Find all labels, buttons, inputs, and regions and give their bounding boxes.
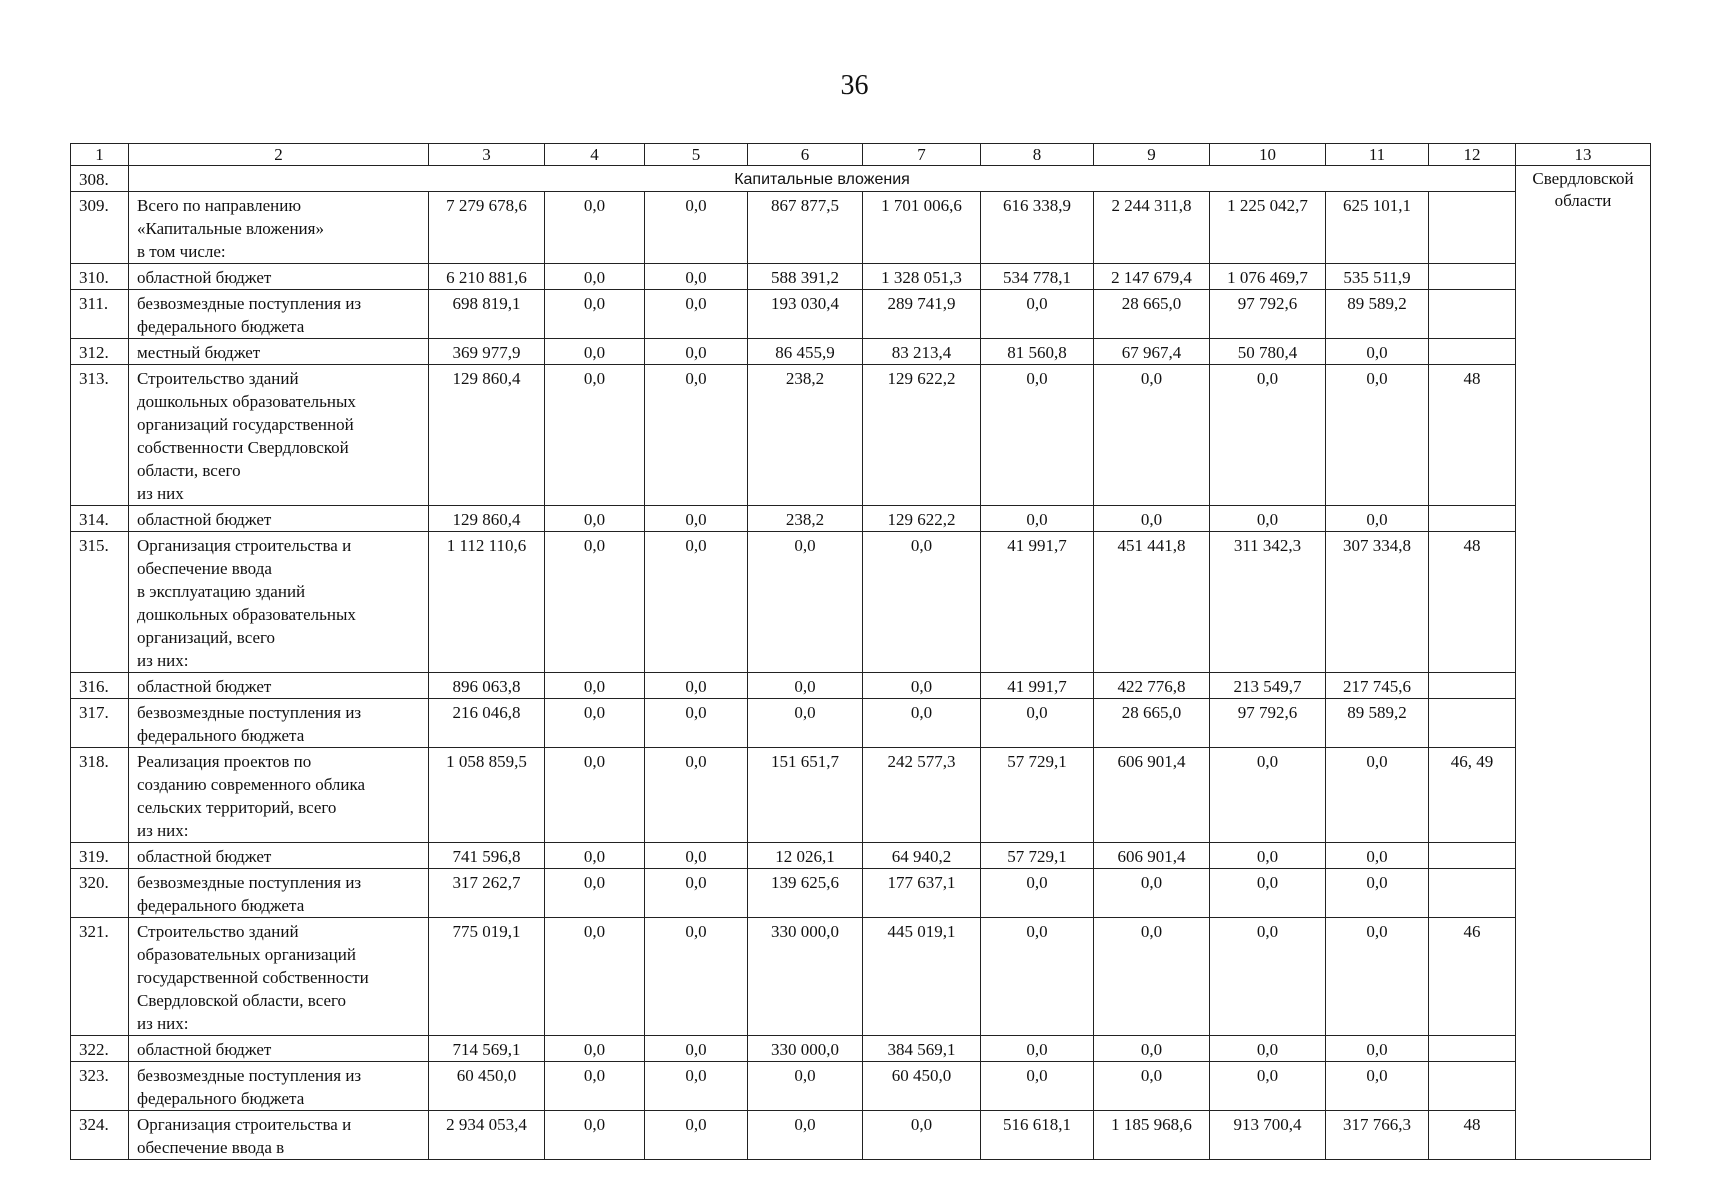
table-row [71,869,1651,918]
value-cell: 0,0 [545,869,645,918]
description-line: Реализация проектов по [137,752,312,771]
value-cell: 0,0 [981,365,1094,506]
description-line: из них [137,484,184,503]
value-cell: 0,0 [645,365,748,506]
reference-cell [1429,1036,1516,1062]
region-line: Свердловской [1532,169,1634,188]
value-cell: 606 901,4 [1094,748,1210,843]
value-cell: 0,0 [645,506,748,532]
value-cell: 1 701 006,6 [863,192,981,264]
row-number: 309. [71,192,129,264]
value-cell: 616 338,9 [981,192,1094,264]
value-cell: 741 596,8 [429,843,545,869]
description-line: Организация строительства и [137,536,352,555]
value-cell: 129 622,2 [863,365,981,506]
value-cell: 0,0 [545,699,645,748]
reference-cell [1429,264,1516,290]
row-description [129,748,429,843]
value-cell: 0,0 [863,532,981,673]
value-cell: 422 776,8 [1094,673,1210,699]
column-number-cell: 6 [748,144,863,166]
row-number: 321. [71,918,129,1036]
section-title: Капитальные вложения [129,166,1516,192]
value-cell: 0,0 [748,1111,863,1160]
value-cell: 2 244 311,8 [1094,192,1210,264]
value-cell: 0,0 [1326,869,1429,918]
row-description [129,1062,429,1111]
description-line: областной бюджет [137,1040,272,1059]
value-cell: 714 569,1 [429,1036,545,1062]
column-number-cell: 5 [645,144,748,166]
reference-cell [1429,339,1516,365]
value-cell: 913 700,4 [1210,1111,1326,1160]
value-cell: 0,0 [863,699,981,748]
value-cell: 28 665,0 [1094,699,1210,748]
row-number: 317. [71,699,129,748]
value-cell: 0,0 [863,673,981,699]
value-cell: 67 967,4 [1094,339,1210,365]
value-cell: 0,0 [545,290,645,339]
description-line: созданию современного облика [137,775,366,794]
table-row [71,264,1651,290]
value-cell: 0,0 [748,1062,863,1111]
row-description [129,339,429,365]
description-line: Свердловской области, всего [137,991,347,1010]
description-line: местный бюджет [137,343,261,362]
value-cell: 330 000,0 [748,1036,863,1062]
table-row [71,843,1651,869]
value-cell: 588 391,2 [748,264,863,290]
description-line: безвозмездные поступления из [137,703,362,722]
value-cell: 445 019,1 [863,918,981,1036]
value-cell: 217 745,6 [1326,673,1429,699]
table-row [71,1111,1651,1160]
value-cell: 0,0 [981,1036,1094,1062]
value-cell: 50 780,4 [1210,339,1326,365]
reference-cell [1429,869,1516,918]
value-cell: 0,0 [1094,365,1210,506]
description-line: федерального бюджета [137,896,305,915]
description-line: из них: [137,1014,189,1033]
value-cell: 238,2 [748,365,863,506]
reference-cell [1429,673,1516,699]
value-cell: 384 569,1 [863,1036,981,1062]
value-cell: 97 792,6 [1210,290,1326,339]
column-number-cell: 13 [1516,144,1651,166]
description-line: областной бюджет [137,847,272,866]
value-cell: 289 741,9 [863,290,981,339]
reference-cell [1429,290,1516,339]
value-cell: 0,0 [981,1062,1094,1111]
value-cell: 0,0 [1210,843,1326,869]
description-line: федерального бюджета [137,726,305,745]
section-row [71,166,1651,192]
value-cell: 0,0 [645,748,748,843]
value-cell: 139 625,6 [748,869,863,918]
row-number: 315. [71,532,129,673]
value-cell: 60 450,0 [429,1062,545,1111]
value-cell: 0,0 [545,1111,645,1160]
value-cell: 0,0 [1210,1036,1326,1062]
reference-cell [1429,506,1516,532]
value-cell: 0,0 [645,1111,748,1160]
value-cell: 451 441,8 [1094,532,1210,673]
reference-cell: 48 [1429,532,1516,673]
value-cell: 0,0 [645,699,748,748]
value-cell: 0,0 [645,264,748,290]
description-line: собственности Свердловской [137,438,349,457]
value-cell: 7 279 678,6 [429,192,545,264]
value-cell: 0,0 [645,532,748,673]
value-cell: 193 030,4 [748,290,863,339]
value-cell: 83 213,4 [863,339,981,365]
row-description [129,365,429,506]
row-description [129,532,429,673]
value-cell: 151 651,7 [748,748,863,843]
description-line: Строительство зданий [137,369,299,388]
reference-cell: 48 [1429,1111,1516,1160]
column-number-cell: 8 [981,144,1094,166]
value-cell: 41 991,7 [981,532,1094,673]
value-cell: 2 934 053,4 [429,1111,545,1160]
value-cell: 213 549,7 [1210,673,1326,699]
reference-cell: 46, 49 [1429,748,1516,843]
value-cell: 0,0 [645,673,748,699]
value-cell: 0,0 [645,918,748,1036]
value-cell: 896 063,8 [429,673,545,699]
value-cell: 0,0 [545,264,645,290]
reference-cell [1429,1062,1516,1111]
row-number: 308. [71,166,129,192]
row-description [129,918,429,1036]
value-cell: 242 577,3 [863,748,981,843]
value-cell: 0,0 [1210,918,1326,1036]
row-description [129,843,429,869]
table-row [71,1062,1651,1111]
value-cell: 1 328 051,3 [863,264,981,290]
value-cell: 535 511,9 [1326,264,1429,290]
description-line: Строительство зданий [137,922,299,941]
column-number-row [71,144,1651,166]
value-cell: 0,0 [1094,1036,1210,1062]
value-cell: 0,0 [863,1111,981,1160]
column-number-cell: 3 [429,144,545,166]
column-number-cell: 2 [129,144,429,166]
column-number-cell: 4 [545,144,645,166]
value-cell: 177 637,1 [863,869,981,918]
value-cell: 0,0 [748,699,863,748]
value-cell: 64 940,2 [863,843,981,869]
row-description [129,869,429,918]
value-cell: 0,0 [645,290,748,339]
description-line: обеспечение ввода в [137,1138,285,1157]
value-cell: 698 819,1 [429,290,545,339]
description-line: сельских территорий, всего [137,798,337,817]
value-cell: 0,0 [1326,918,1429,1036]
value-cell: 0,0 [1326,1036,1429,1062]
value-cell: 0,0 [545,1062,645,1111]
description-line: Организация строительства и [137,1115,352,1134]
table-row [71,532,1651,673]
description-line: Всего по направлению [137,196,302,215]
table-row [71,673,1651,699]
value-cell: 57 729,1 [981,843,1094,869]
row-number: 311. [71,290,129,339]
value-cell: 0,0 [1210,506,1326,532]
description-line: безвозмездные поступления из [137,873,362,892]
value-cell: 1 112 110,6 [429,532,545,673]
description-line: «Капитальные вложения» [137,219,324,238]
row-description [129,1111,429,1160]
description-line: дошкольных образовательных [137,392,356,411]
value-cell: 0,0 [1326,506,1429,532]
table-row [71,192,1651,264]
value-cell: 0,0 [981,699,1094,748]
value-cell: 0,0 [545,918,645,1036]
value-cell: 60 450,0 [863,1062,981,1111]
row-description [129,192,429,264]
value-cell: 625 101,1 [1326,192,1429,264]
description-line: в эксплуатацию зданий [137,582,306,601]
value-cell: 0,0 [1210,1062,1326,1111]
value-cell: 330 000,0 [748,918,863,1036]
value-cell: 12 026,1 [748,843,863,869]
description-line: организаций, всего [137,628,276,647]
value-cell: 0,0 [645,1062,748,1111]
value-cell: 0,0 [1326,1062,1429,1111]
value-cell: 89 589,2 [1326,699,1429,748]
description-line: в том числе: [137,242,226,261]
value-cell: 0,0 [1326,339,1429,365]
value-cell: 0,0 [645,192,748,264]
value-cell: 0,0 [545,532,645,673]
value-cell: 867 877,5 [748,192,863,264]
value-cell: 216 046,8 [429,699,545,748]
reference-cell: 46 [1429,918,1516,1036]
description-line: из них: [137,651,189,670]
value-cell: 0,0 [981,506,1094,532]
reference-cell [1429,192,1516,264]
value-cell: 0,0 [1094,869,1210,918]
table-row [71,1036,1651,1062]
row-number: 313. [71,365,129,506]
value-cell: 86 455,9 [748,339,863,365]
region-cell [1516,166,1651,1160]
row-description [129,699,429,748]
value-cell: 0,0 [748,673,863,699]
description-line: безвозмездные поступления из [137,1066,362,1085]
value-cell: 57 729,1 [981,748,1094,843]
value-cell: 1 076 469,7 [1210,264,1326,290]
row-description [129,673,429,699]
description-line: безвозмездные поступления из [137,294,362,313]
row-description [129,264,429,290]
value-cell: 0,0 [545,365,645,506]
reference-cell: 48 [1429,365,1516,506]
value-cell: 129 860,4 [429,506,545,532]
value-cell: 1 225 042,7 [1210,192,1326,264]
value-cell: 28 665,0 [1094,290,1210,339]
value-cell: 534 778,1 [981,264,1094,290]
value-cell: 129 860,4 [429,365,545,506]
region-line: области [1554,191,1612,210]
value-cell: 0,0 [645,869,748,918]
description-line: дошкольных образовательных [137,605,356,624]
value-cell: 0,0 [1326,748,1429,843]
value-cell: 6 210 881,6 [429,264,545,290]
description-line: областной бюджет [137,510,272,529]
value-cell: 1 185 968,6 [1094,1111,1210,1160]
table-row [71,339,1651,365]
row-number: 324. [71,1111,129,1160]
reference-cell [1429,843,1516,869]
value-cell: 775 019,1 [429,918,545,1036]
page-number: 36 [840,70,869,101]
value-cell: 0,0 [981,918,1094,1036]
column-number-cell: 1 [71,144,129,166]
value-cell: 0,0 [545,673,645,699]
value-cell: 81 560,8 [981,339,1094,365]
column-number-cell: 11 [1326,144,1429,166]
description-line: федерального бюджета [137,1089,305,1108]
row-description [129,290,429,339]
row-number: 310. [71,264,129,290]
value-cell: 0,0 [981,290,1094,339]
column-number-cell: 12 [1429,144,1516,166]
value-cell: 0,0 [1326,843,1429,869]
description-line: областной бюджет [137,268,272,287]
value-cell: 307 334,8 [1326,532,1429,673]
value-cell: 97 792,6 [1210,699,1326,748]
description-line: обеспечение ввода [137,559,272,578]
value-cell: 0,0 [1094,918,1210,1036]
row-number: 319. [71,843,129,869]
reference-cell [1429,699,1516,748]
value-cell: 0,0 [545,506,645,532]
row-number: 314. [71,506,129,532]
row-number: 320. [71,869,129,918]
description-line: образовательных организаций [137,945,356,964]
value-cell: 311 342,3 [1210,532,1326,673]
description-line: федерального бюджета [137,317,305,336]
value-cell: 516 618,1 [981,1111,1094,1160]
value-cell: 0,0 [748,532,863,673]
value-cell: 1 058 859,5 [429,748,545,843]
value-cell: 0,0 [545,843,645,869]
table-row [71,290,1651,339]
column-number-cell: 10 [1210,144,1326,166]
value-cell: 129 622,2 [863,506,981,532]
table-row [71,748,1651,843]
row-number: 312. [71,339,129,365]
value-cell: 0,0 [1326,365,1429,506]
value-cell: 0,0 [645,1036,748,1062]
row-number: 318. [71,748,129,843]
table-row [71,918,1651,1036]
value-cell: 606 901,4 [1094,843,1210,869]
value-cell: 238,2 [748,506,863,532]
row-number: 316. [71,673,129,699]
description-line: государственной собственности [137,968,369,987]
row-description [129,1036,429,1062]
value-cell: 0,0 [545,339,645,365]
value-cell: 0,0 [645,339,748,365]
description-line: из них: [137,821,189,840]
column-number-cell: 7 [863,144,981,166]
budget-table [70,143,1651,1160]
column-number-cell: 9 [1094,144,1210,166]
table-row [71,365,1651,506]
value-cell: 89 589,2 [1326,290,1429,339]
value-cell: 0,0 [545,748,645,843]
row-number: 323. [71,1062,129,1111]
value-cell: 369 977,9 [429,339,545,365]
row-description [129,506,429,532]
value-cell: 0,0 [1210,365,1326,506]
table-row [71,699,1651,748]
value-cell: 0,0 [1210,748,1326,843]
value-cell: 317 262,7 [429,869,545,918]
value-cell: 0,0 [1094,1062,1210,1111]
value-cell: 0,0 [545,192,645,264]
value-cell: 0,0 [981,869,1094,918]
value-cell: 0,0 [645,843,748,869]
table-row [71,506,1651,532]
value-cell: 0,0 [545,1036,645,1062]
description-line: организаций государственной [137,415,354,434]
value-cell: 2 147 679,4 [1094,264,1210,290]
description-line: области, всего [137,461,241,480]
value-cell: 0,0 [1210,869,1326,918]
description-line: областной бюджет [137,677,272,696]
row-number: 322. [71,1036,129,1062]
value-cell: 0,0 [1094,506,1210,532]
value-cell: 41 991,7 [981,673,1094,699]
value-cell: 317 766,3 [1326,1111,1429,1160]
